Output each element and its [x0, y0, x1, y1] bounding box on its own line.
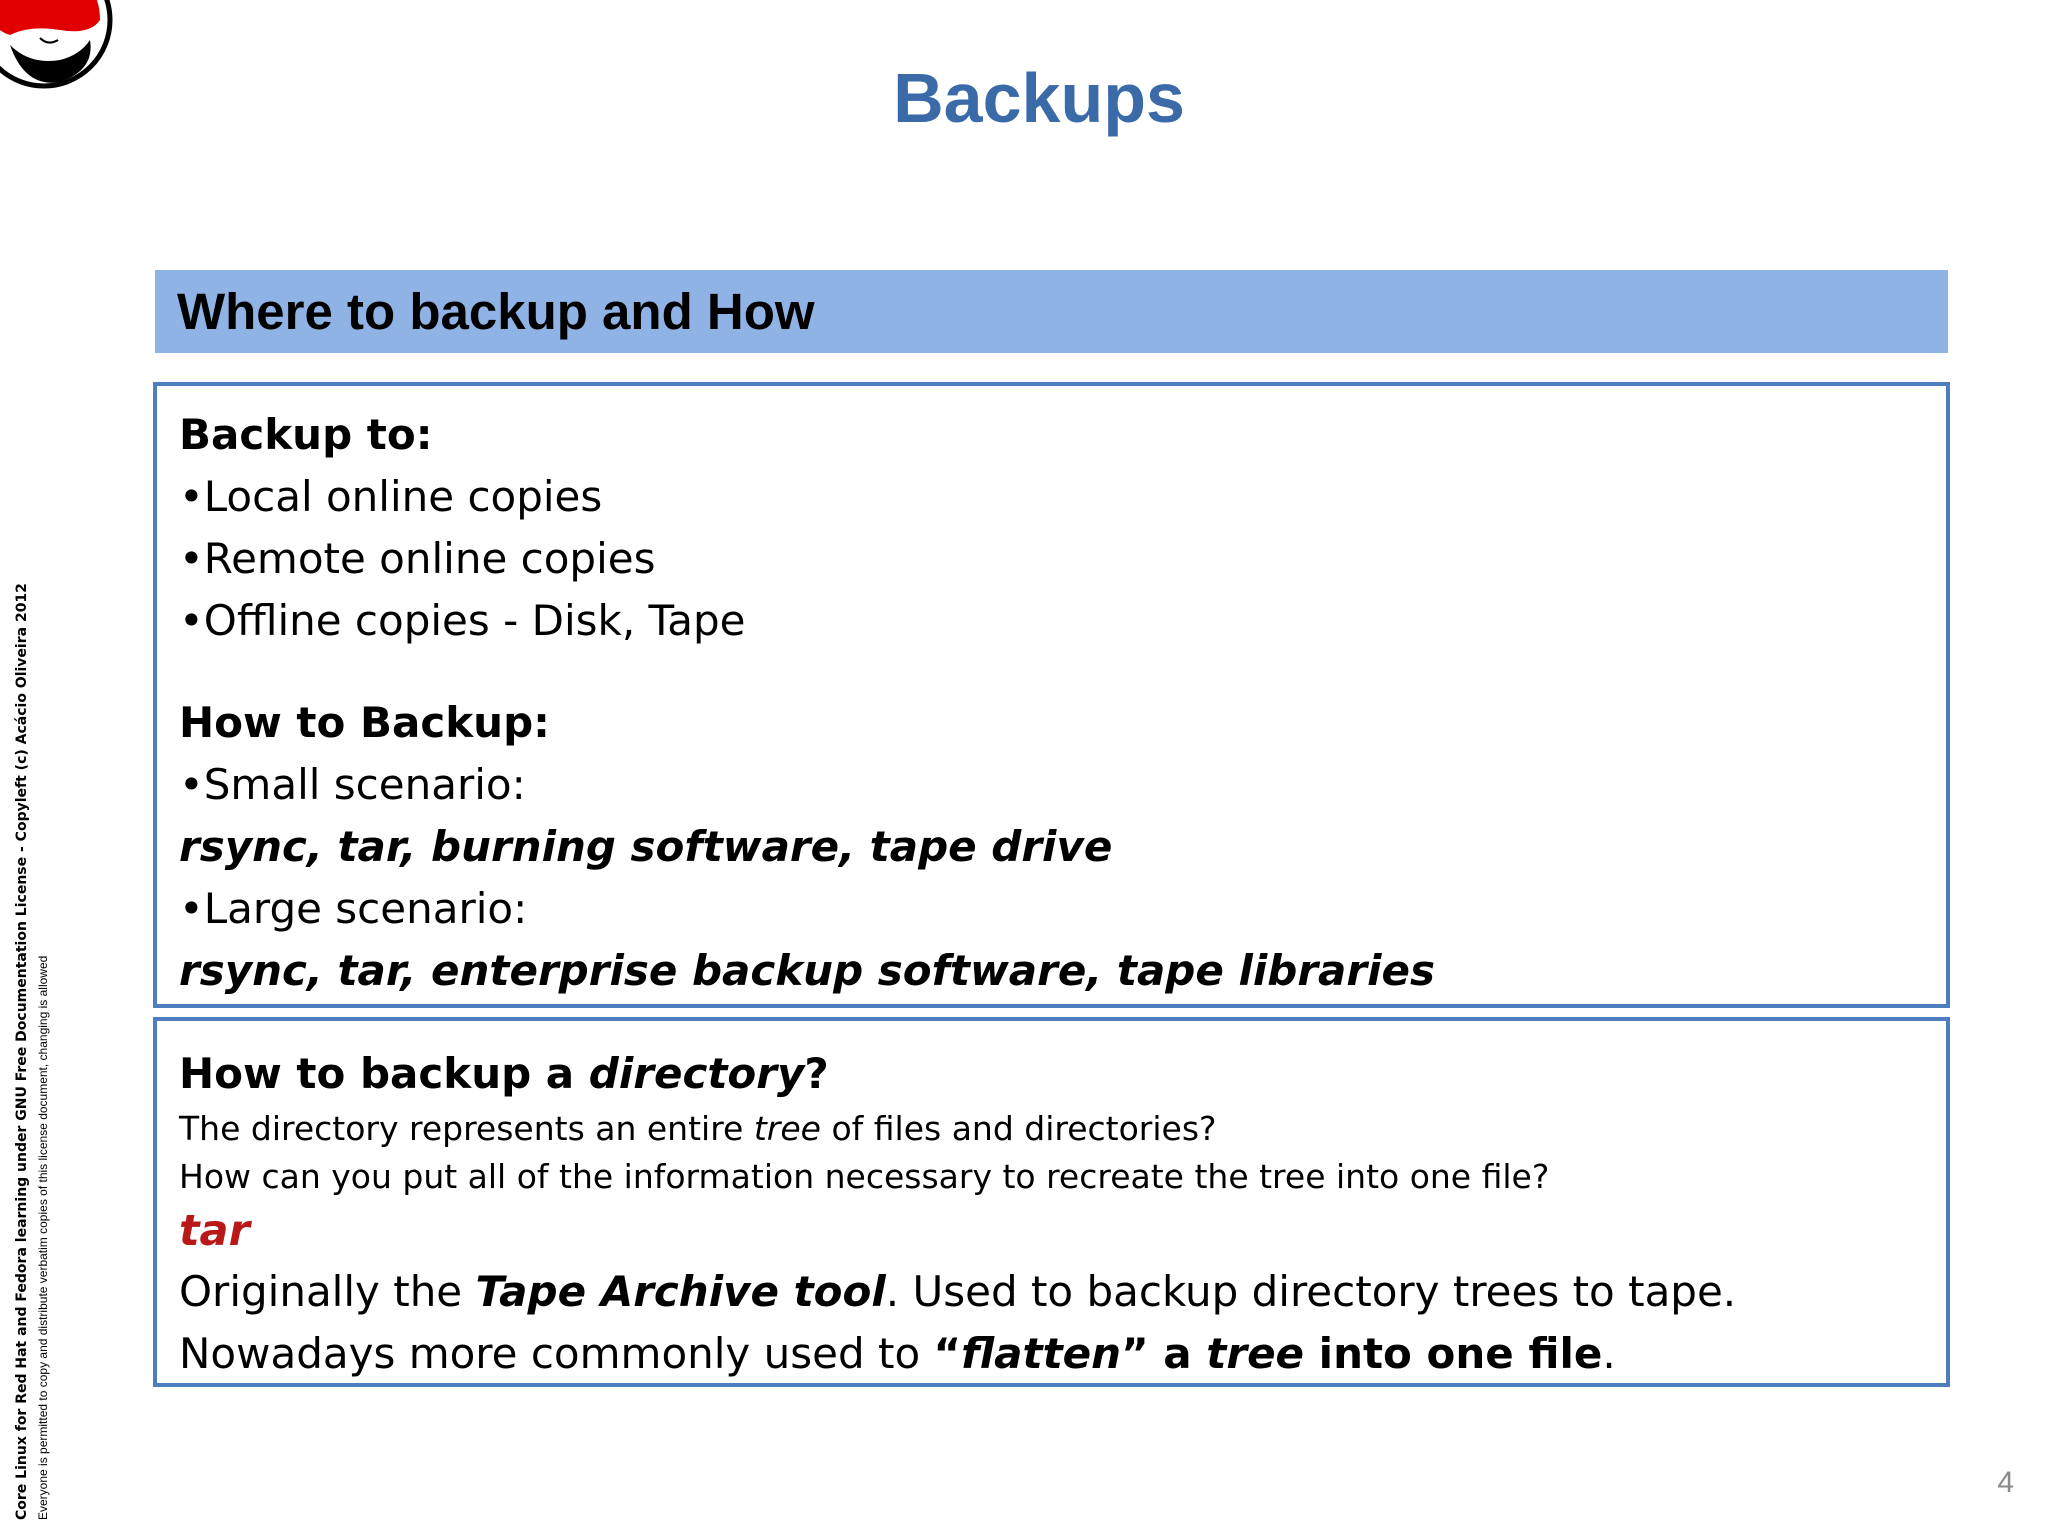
- page-title: Backups: [893, 59, 1185, 137]
- backup-to-heading: Backup to:: [179, 410, 433, 459]
- page-number: 4: [1997, 1466, 2014, 1499]
- directory-backup-box: [153, 1017, 1950, 1387]
- directory-question: How to backup a directory?: [179, 1049, 829, 1098]
- license-note: Everyone is permitted to copy and distribute verbatim copies of this license document, changing is allowed: [36, 955, 50, 1520]
- backup-where-how-box: [153, 382, 1950, 1008]
- license-line: Core Linux for Red Hat and Fedora learning under GNU Free Documentation License - Copyleft (c) Acácio Oliveira 2012: [14, 583, 30, 1520]
- small-scenario-label: •Small scenario:: [179, 760, 526, 809]
- small-scenario-tools: rsync, tar, burning software, tape drive: [179, 822, 1113, 871]
- section-header: Where to backup and How: [155, 270, 1948, 353]
- tar-keyword: tar: [179, 1206, 250, 1256]
- tar-origin-line: Originally the Tape Archive tool. Used to backup directory trees to tape.: [179, 1267, 1737, 1316]
- large-scenario-label: •Large scenario:: [179, 884, 528, 933]
- list-item: •Local online copies: [179, 472, 603, 521]
- list-item: •Remote online copies: [179, 534, 656, 583]
- directory-tree-line: The directory represents an entire tree of files and directories?: [179, 1109, 1217, 1148]
- how-to-backup-heading: How to Backup:: [179, 698, 550, 747]
- one-file-question: How can you put all of the information necessary to recreate the tree into one file?: [179, 1157, 1550, 1196]
- list-item: •Offline copies - Disk, Tape: [179, 596, 746, 645]
- large-scenario-tools: rsync, tar, enterprise backup software, tape libraries: [179, 946, 1435, 995]
- tar-modern-use-line: Nowadays more commonly used to “flatten” a tree into one file.: [179, 1329, 1616, 1378]
